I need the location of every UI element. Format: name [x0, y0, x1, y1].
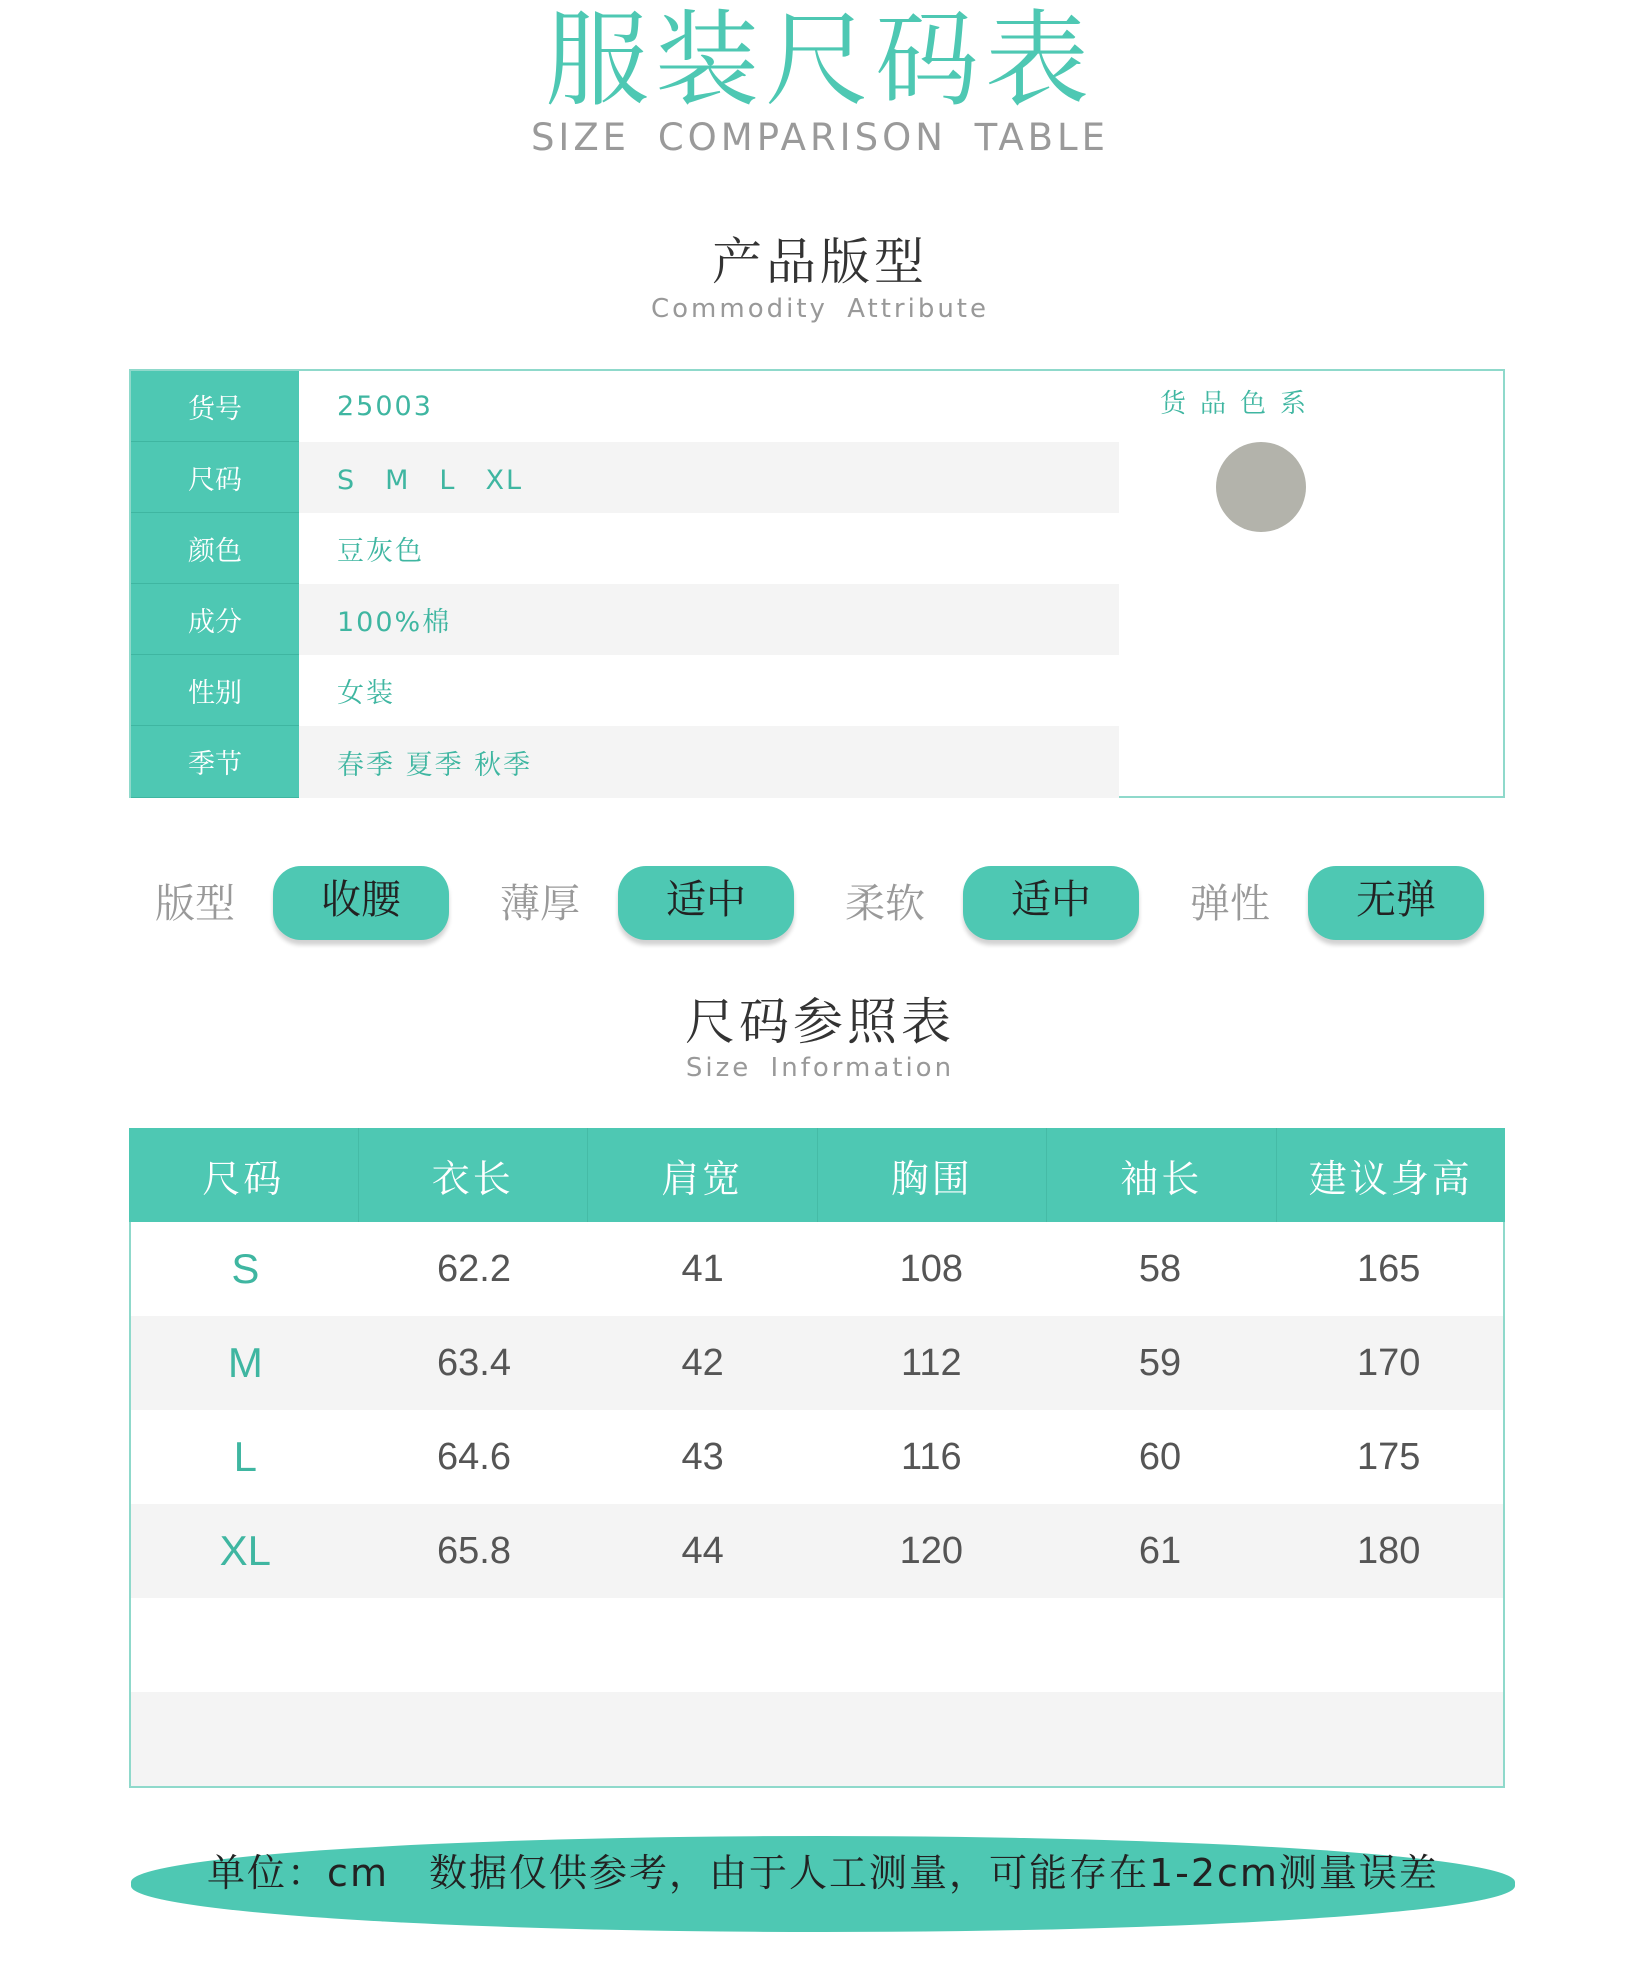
attribute-label: 成分 [131, 584, 299, 655]
table-cell: 59 [1138, 1341, 1182, 1384]
table-row [131, 1504, 1503, 1598]
color-swatch [1216, 442, 1306, 532]
attribute-value: 女装 [337, 678, 395, 709]
table-row [131, 1222, 1503, 1316]
page-subtitle: SIZE COMPARISON TABLE [530, 116, 1110, 159]
table-cell: 112 [901, 1341, 962, 1384]
fit-badge: 适中 [963, 866, 1139, 940]
table-cell: 41 [681, 1247, 724, 1290]
attribute-value: 豆灰色 [337, 536, 424, 567]
table-row [131, 1410, 1503, 1504]
attribute-label: 季节 [131, 726, 299, 798]
page-title: 服装尺码表 [544, 0, 1095, 121]
column-header: 尺码 [129, 1128, 359, 1222]
table-cell: 180 [1356, 1529, 1421, 1572]
measurement-note: 单位：cm 数据仅供参考，由于人工测量，可能存在1-2cm测量误差 [131, 1836, 1515, 1932]
table-cell: 43 [681, 1435, 724, 1478]
column-header: 衣长 [359, 1128, 589, 1222]
size-cell: M [227, 1339, 263, 1386]
fit-badge: 无弹 [1308, 866, 1484, 940]
attribute-row [131, 513, 1503, 584]
attribute-value: 春季 夏季 秋季 [299, 726, 1119, 798]
attribute-row [131, 655, 1503, 726]
fit-label: 弹性 [1190, 881, 1270, 927]
attribute-row [131, 726, 1503, 798]
table-cell: 120 [899, 1529, 964, 1572]
table-cell: 64.6 [437, 1435, 511, 1478]
fit-label: 薄厚 [500, 881, 580, 927]
product-section-title: 产品版型 [712, 233, 928, 291]
fit-badge: 适中 [618, 866, 794, 940]
table-row [131, 1316, 1503, 1410]
size-section-subtitle: Size Information [685, 1053, 955, 1083]
size-table [129, 1128, 1505, 1788]
column-header: 建议身高 [1308, 1156, 1473, 1201]
color-panel-title: 货品色系 [1160, 389, 1321, 419]
fit-label: 版型 [155, 881, 235, 927]
fit-label: 柔软 [845, 881, 925, 927]
attribute-label: 颜色 [131, 513, 299, 584]
attribute-value: S M L XL [299, 442, 1119, 513]
size-cell: L [233, 1433, 258, 1480]
table-cell: 42 [681, 1341, 724, 1384]
table-cell: 165 [1356, 1247, 1421, 1290]
size-cell: S [231, 1245, 260, 1292]
product-section-subtitle: Commodity Attribute [651, 294, 989, 324]
size-section-title: 尺码参照表 [685, 993, 955, 1051]
attribute-label: 性别 [131, 655, 299, 726]
table-cell: 44 [681, 1529, 724, 1572]
table-cell: 60 [1138, 1435, 1182, 1478]
table-cell: 170 [1356, 1341, 1421, 1384]
empty-row [131, 1692, 1503, 1786]
attribute-label: 货号 [131, 371, 299, 442]
column-header: 袖长 [1047, 1128, 1277, 1222]
table-cell: 108 [899, 1247, 964, 1290]
attribute-label: 尺码 [131, 442, 299, 513]
attribute-table [129, 369, 1505, 798]
table-cell: 63.4 [437, 1341, 511, 1384]
size-table-header [129, 1128, 1505, 1222]
column-header: 肩宽 [588, 1128, 818, 1222]
table-cell: 62.2 [437, 1247, 511, 1290]
attribute-value: 25003 [337, 391, 433, 422]
empty-row [131, 1598, 1503, 1692]
size-cell: XL [219, 1527, 272, 1574]
table-cell: 58 [1138, 1247, 1182, 1290]
table-cell: 61 [1138, 1529, 1182, 1572]
column-header: 胸围 [818, 1128, 1048, 1222]
table-cell: 116 [901, 1435, 962, 1478]
attribute-value: 100%棉 [299, 584, 1119, 655]
table-cell: 65.8 [437, 1529, 511, 1572]
fit-badge: 收腰 [273, 866, 449, 940]
table-cell: 175 [1356, 1435, 1421, 1478]
attribute-row [131, 584, 1503, 655]
